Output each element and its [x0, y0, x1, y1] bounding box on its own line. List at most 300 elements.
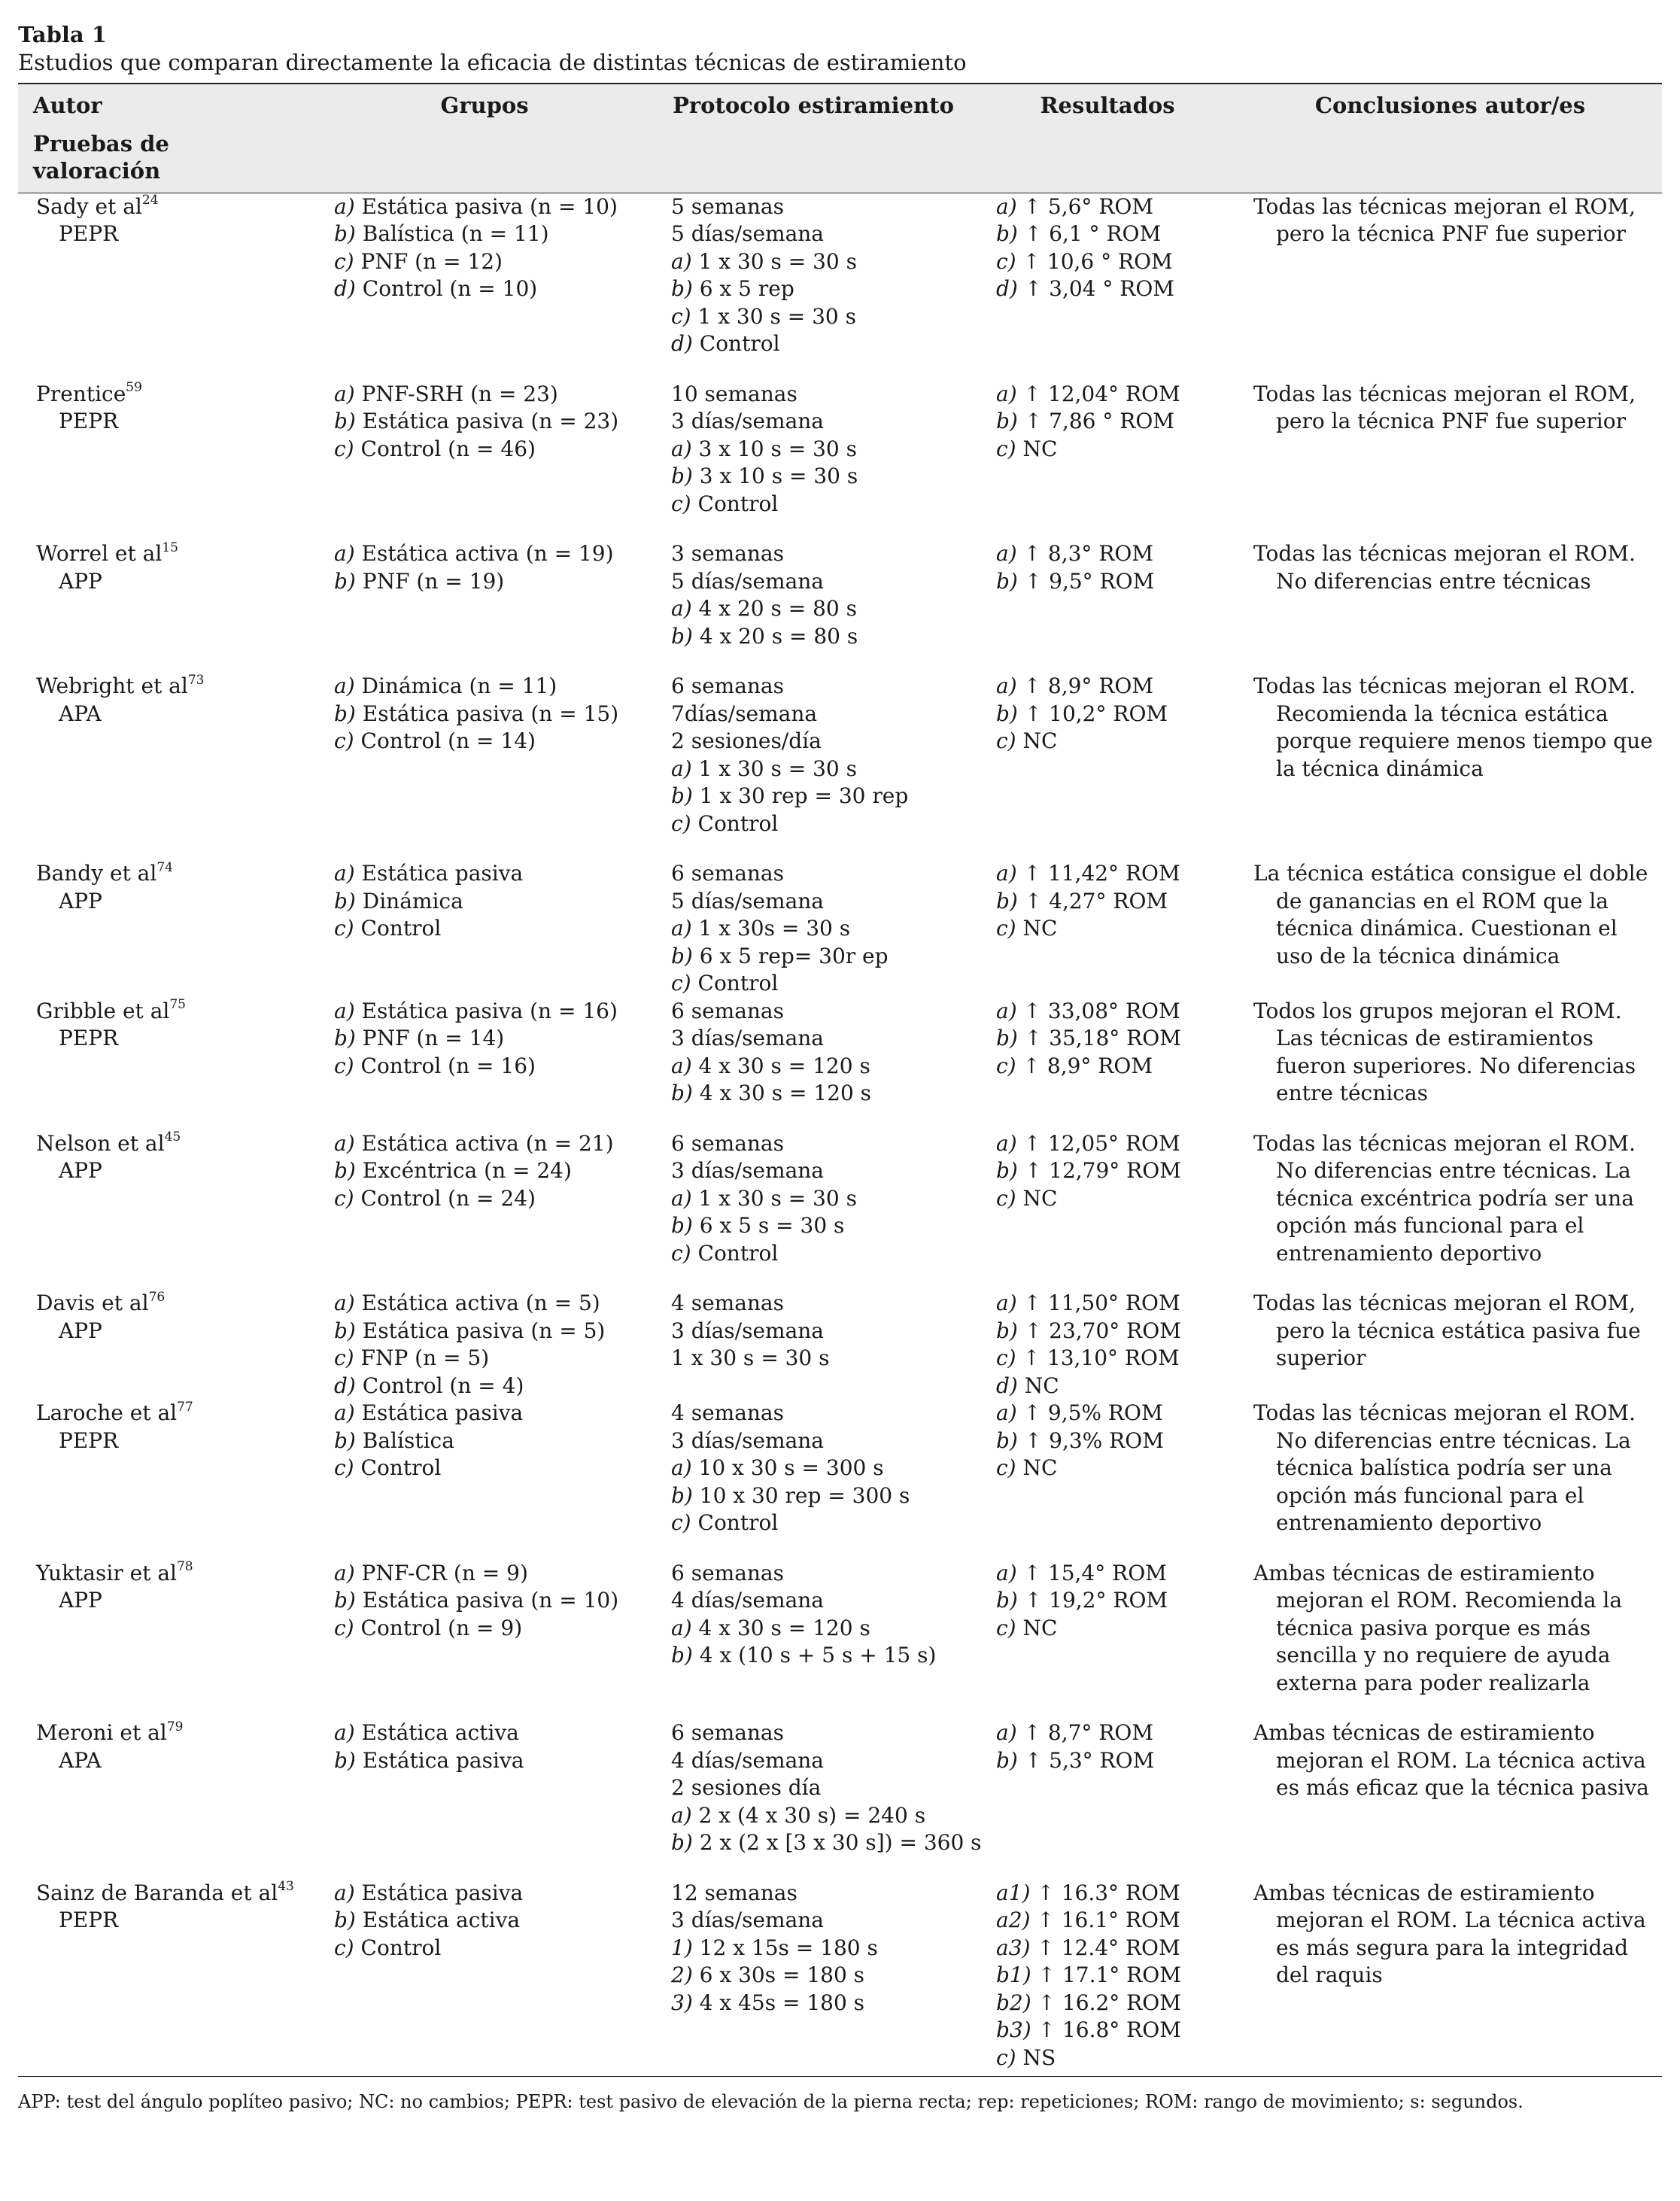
- item-text: 4 semanas: [671, 1291, 784, 1315]
- cell-grupos: [319, 860, 650, 998]
- item-text: FNP (n = 5): [360, 1345, 490, 1370]
- author-name: Laroche et al: [36, 1400, 178, 1425]
- test-abbreviation: APP: [59, 568, 102, 594]
- result-item: [996, 1907, 1238, 1935]
- item-marker: a): [996, 193, 1017, 219]
- group-item: [334, 998, 650, 1026]
- protocol-item: [671, 193, 977, 221]
- item-text: ↑ 12,79° ROM: [1024, 1158, 1181, 1183]
- item-marker: c): [334, 1615, 354, 1640]
- group-item: [334, 220, 650, 248]
- group-item: [334, 888, 650, 916]
- item-text: 2 x (2 x [3 x 30 s]) = 360 s: [699, 1830, 982, 1855]
- item-marker: b): [334, 1318, 356, 1343]
- item-text: Control: [360, 1935, 442, 1960]
- reference-number: 73: [187, 672, 205, 688]
- reference-number: 59: [126, 380, 142, 396]
- item-text: PNF (n = 14): [362, 1026, 505, 1050]
- item-marker: b): [671, 623, 693, 649]
- item-marker: c): [671, 303, 691, 329]
- author-name: Gribble et al: [36, 998, 170, 1023]
- item-marker: a): [996, 1400, 1017, 1425]
- group-item: [334, 1130, 650, 1158]
- item-marker: c): [996, 1455, 1016, 1480]
- item-text: ↑ 9,3% ROM: [1024, 1427, 1164, 1453]
- group-item: [334, 1587, 650, 1615]
- item-text: NC: [1022, 1455, 1058, 1480]
- item-text: Estática pasiva: [361, 861, 524, 886]
- item-text: 5 días/semana: [671, 888, 824, 914]
- cell-protocolo: [650, 381, 977, 541]
- protocol-item: [671, 463, 977, 491]
- protocol-item: [671, 1509, 977, 1537]
- item-text: Dinámica (n = 11): [361, 673, 557, 698]
- item-marker: b): [334, 568, 356, 594]
- test-abbreviation: PEPR: [59, 1026, 119, 1050]
- item-text: 4 semanas: [671, 1400, 784, 1425]
- item-marker: a): [671, 248, 692, 274]
- item-marker: b): [996, 1158, 1018, 1183]
- group-item: [334, 673, 650, 701]
- protocol-item: [671, 943, 977, 971]
- group-item: [334, 275, 650, 303]
- item-text: Control: [699, 331, 780, 356]
- item-text: 4 x 20 s = 80 s: [698, 596, 857, 621]
- item-text: 4 x 30 s = 120 s: [698, 1615, 870, 1640]
- item-marker: b): [671, 1643, 693, 1667]
- item-text: ↑ 11,50° ROM: [1023, 1291, 1180, 1315]
- protocol-item: [671, 810, 977, 838]
- item-marker: b): [996, 568, 1018, 594]
- cell-grupos: [319, 381, 650, 541]
- test-abbreviation: PEPR: [59, 221, 119, 246]
- item-marker: b): [334, 221, 356, 246]
- group-item: [334, 1400, 650, 1427]
- cell-protocolo: [650, 540, 977, 673]
- item-marker: b): [996, 1588, 1018, 1613]
- item-text: Control (n = 10): [362, 276, 538, 301]
- item-text: Estática pasiva (n = 23): [362, 409, 619, 433]
- cell-grupos: [319, 1880, 650, 2077]
- item-marker: a): [334, 541, 355, 566]
- protocol-item: [671, 970, 977, 998]
- protocol-item: [671, 1802, 977, 1830]
- cell-autor: [18, 860, 319, 998]
- protocol-item: [671, 783, 977, 810]
- cell-resultados: [977, 540, 1238, 673]
- item-text: NC: [1022, 916, 1058, 941]
- cell-resultados: [977, 860, 1238, 998]
- item-text: 3 días/semana: [671, 1318, 824, 1343]
- protocol-item: [671, 1747, 977, 1775]
- item-marker: a): [671, 1615, 692, 1640]
- conclusion-text: La técnica estática consigue el doble de ganancias en el ROM que la técnica dinámica. Cuestionan el uso de la técnica dinámica: [1253, 861, 1648, 968]
- item-marker: c): [996, 1185, 1016, 1211]
- item-text: 1 x 30 s = 30 s: [697, 303, 856, 329]
- item-marker: a): [671, 1053, 692, 1078]
- item-marker: c): [334, 1345, 354, 1370]
- item-marker: b): [996, 1026, 1018, 1050]
- item-marker: b): [671, 1081, 693, 1105]
- author-name: Meroni et al: [36, 1720, 167, 1745]
- protocol-item: [671, 1587, 977, 1615]
- item-text: 2 x (4 x 30 s) = 240 s: [698, 1802, 926, 1828]
- item-marker: a): [996, 1291, 1017, 1315]
- item-text: 6 semanas: [671, 1130, 784, 1156]
- cell-conclusiones: [1238, 998, 1662, 1130]
- item-text: Control: [697, 1510, 779, 1535]
- item-text: 10 x 30 rep = 300 s: [699, 1482, 910, 1508]
- item-marker: b): [671, 464, 693, 488]
- table-row: [18, 193, 1662, 381]
- item-text: Estática pasiva (n = 16): [361, 998, 618, 1023]
- reference-number: 77: [177, 1399, 193, 1415]
- item-marker: b): [671, 276, 693, 301]
- group-item: [334, 436, 650, 464]
- item-marker: a): [996, 1720, 1017, 1745]
- cell-grupos: [319, 673, 650, 860]
- item-text: Dinámica: [362, 888, 463, 914]
- result-item: [996, 728, 1238, 755]
- protocol-item: [671, 275, 977, 303]
- reference-number: 76: [148, 1289, 166, 1305]
- item-marker: b): [996, 409, 1018, 433]
- cell-protocolo: [650, 1560, 977, 1720]
- item-text: 12 x 15s = 180 s: [699, 1935, 878, 1960]
- protocol-item: [671, 888, 977, 916]
- result-item: [996, 275, 1238, 303]
- item-marker: a): [671, 436, 692, 461]
- result-item: [996, 1427, 1238, 1455]
- item-text: ↑ 12,05° ROM: [1023, 1130, 1180, 1156]
- item-text: PNF-CR (n = 9): [361, 1560, 528, 1585]
- cell-grupos: [319, 998, 650, 1130]
- item-text: 5 días/semana: [671, 568, 824, 594]
- item-text: ↑ 12.4° ROM: [1037, 1935, 1180, 1960]
- result-item: [996, 220, 1238, 248]
- protocol-item: [671, 1880, 977, 1908]
- table-row: [18, 381, 1662, 541]
- cell-conclusiones: [1238, 860, 1662, 998]
- item-text: Estática pasiva (n = 10): [362, 1588, 619, 1613]
- item-text: ↑ 8,3° ROM: [1023, 541, 1154, 566]
- protocol-item: [671, 1907, 977, 1935]
- cell-protocolo: [650, 998, 977, 1130]
- item-text: ↑ 16.8° ROM: [1037, 2017, 1181, 2042]
- header-protocolo: Protocolo estiramiento: [650, 84, 977, 193]
- item-text: ↑ 13,10° ROM: [1022, 1345, 1180, 1370]
- protocol-item: [671, 595, 977, 623]
- item-marker: a): [671, 1185, 692, 1211]
- item-text: 6 semanas: [671, 998, 784, 1023]
- item-text: ↑ 8,9° ROM: [1022, 1053, 1153, 1078]
- item-text: 6 x 30s = 180 s: [699, 1962, 865, 1987]
- item-marker: a): [671, 755, 692, 781]
- reference-number: 43: [278, 1879, 294, 1895]
- item-marker: c): [671, 1240, 691, 1266]
- item-text: 6 semanas: [671, 1720, 784, 1745]
- cell-autor: [18, 1130, 319, 1291]
- conclusion-text: Todas las técnicas mejoran el ROM, pero la técnica estática pasiva fue superior: [1253, 1291, 1641, 1370]
- item-text: ↑ 7,86 ° ROM: [1024, 409, 1174, 433]
- item-text: NC: [1022, 1615, 1058, 1640]
- item-text: Control (n = 24): [360, 1185, 536, 1211]
- result-item: [996, 1345, 1238, 1373]
- item-text: 1 x 30 s = 30 s: [671, 1345, 830, 1370]
- group-item: [334, 1455, 650, 1482]
- item-text: 6 x 5 rep: [699, 276, 794, 301]
- cell-protocolo: [650, 1880, 977, 2077]
- item-text: ↑ 8,7° ROM: [1023, 1720, 1154, 1745]
- result-item: [996, 998, 1238, 1026]
- item-text: 1 x 30 s = 30 s: [698, 1185, 857, 1211]
- item-marker: a): [996, 381, 1017, 406]
- header-autor: Autor: [18, 84, 319, 123]
- result-item: [996, 1318, 1238, 1345]
- protocol-item: [671, 248, 977, 276]
- item-text: ↑ 16.3° ROM: [1037, 1880, 1180, 1905]
- result-item: [996, 1615, 1238, 1643]
- group-item: [334, 1747, 650, 1775]
- conclusion-text: Ambas técnicas de estiramiento mejoran el ROM. La técnica activa es más eficaz que la técnica pasiva: [1253, 1720, 1649, 1800]
- group-item: [334, 728, 650, 755]
- item-text: 1 x 30 s = 30 s: [698, 248, 857, 274]
- item-text: Estática activa (n = 21): [361, 1130, 614, 1156]
- cell-autor: [18, 998, 319, 1130]
- item-marker: b3): [996, 2017, 1031, 2042]
- item-text: Control (n = 46): [360, 436, 536, 461]
- item-text: 3 x 10 s = 30 s: [699, 464, 858, 488]
- result-item: [996, 1962, 1238, 1990]
- item-marker: c): [671, 491, 691, 516]
- cell-resultados: [977, 1130, 1238, 1291]
- group-item: [334, 1935, 650, 1962]
- item-text: Estática activa (n = 5): [361, 1291, 600, 1315]
- item-text: 3 días/semana: [671, 1908, 824, 1932]
- item-text: ↑ 5,6° ROM: [1023, 193, 1154, 219]
- item-marker: d): [334, 276, 356, 301]
- result-item: [996, 701, 1238, 728]
- item-text: NS: [1022, 2044, 1056, 2070]
- item-marker: a): [671, 916, 692, 941]
- item-text: Control: [697, 491, 779, 516]
- item-text: 5 semanas: [671, 193, 784, 219]
- group-item: [334, 248, 650, 276]
- result-item: [996, 1400, 1238, 1427]
- item-text: Control (n = 9): [360, 1615, 523, 1640]
- item-marker: a): [334, 1720, 355, 1745]
- author-name: Worrel et al: [36, 541, 163, 566]
- table-footnote: APP: test del ángulo poplíteo pasivo; NC: no cambios; PEPR: test pasivo de elevación de la pierna recta; rep: repeticiones; ROM: rango de movimiento; s: segundos.: [18, 2091, 1524, 2112]
- table-row: [18, 860, 1662, 998]
- reference-number: 45: [164, 1129, 181, 1145]
- cell-autor: [18, 1880, 319, 2077]
- header-resultados: Resultados: [977, 84, 1238, 193]
- item-marker: a): [334, 1400, 355, 1425]
- item-text: Estática pasiva: [361, 1400, 524, 1425]
- header-grupos: Grupos: [319, 84, 650, 193]
- result-item: [996, 673, 1238, 701]
- item-marker: a2): [996, 1908, 1031, 1932]
- protocol-item: [671, 1990, 977, 2017]
- conclusion-text: Todos los grupos mejoran el ROM. Las técnicas de estiramientos fueron superiores. No diferencias entre técnicas: [1253, 998, 1636, 1105]
- item-marker: b): [334, 1908, 356, 1932]
- table-title: Estudios que comparan directamente la eficacia de distintas técnicas de estiramiento: [18, 50, 967, 75]
- cell-autor: [18, 381, 319, 541]
- result-item: [996, 1719, 1238, 1747]
- author-name: Prentice: [36, 381, 126, 406]
- item-text: Control: [360, 916, 442, 941]
- item-marker: a): [671, 1802, 692, 1828]
- table-row: [18, 1400, 1662, 1560]
- item-marker: d): [334, 1373, 356, 1398]
- author-name: Sady et al: [36, 193, 142, 219]
- author-name: Yuktasir et al: [36, 1560, 177, 1585]
- result-item: [996, 381, 1238, 409]
- cell-resultados: [977, 1560, 1238, 1720]
- item-marker: a3): [996, 1935, 1031, 1960]
- protocol-item: [671, 540, 977, 568]
- result-item: [996, 2017, 1238, 2044]
- cell-resultados: [977, 673, 1238, 860]
- item-text: 4 días/semana: [671, 1747, 824, 1773]
- item-text: Estática pasiva: [362, 1747, 524, 1773]
- result-item: [996, 408, 1238, 436]
- item-marker: c): [334, 1053, 354, 1078]
- cell-protocolo: [650, 1719, 982, 1880]
- item-marker: d): [996, 276, 1018, 301]
- item-text: 4 días/semana: [671, 1588, 824, 1613]
- item-text: Estática activa: [362, 1908, 521, 1932]
- item-marker: c): [334, 1935, 354, 1960]
- item-text: 6 x 5 s = 30 s: [699, 1213, 845, 1238]
- item-marker: a): [671, 596, 692, 621]
- item-marker: b): [334, 888, 356, 914]
- item-text: 6 semanas: [671, 861, 784, 886]
- conclusion-text: Ambas técnicas de estiramiento mejoran el ROM. La técnica activa es más segura para la integridad del raquis: [1253, 1880, 1646, 1987]
- item-text: PNF (n = 12): [360, 248, 503, 274]
- item-marker: c): [996, 728, 1016, 753]
- item-text: Control: [697, 810, 779, 836]
- item-marker: c): [996, 436, 1016, 461]
- item-text: Control (n = 16): [360, 1053, 536, 1078]
- cell-resultados: [977, 1400, 1238, 1560]
- result-item: [996, 915, 1238, 943]
- conclusion-text: Todas las técnicas mejoran el ROM. No diferencias entre técnicas. La técnica excéntrica podría ser una opción más funcional para el entrenamiento deportivo: [1253, 1130, 1636, 1266]
- author-name: Webright et al: [36, 673, 188, 698]
- item-marker: a): [334, 193, 355, 219]
- table-body: [18, 193, 1662, 2077]
- cell-resultados: [977, 381, 1238, 541]
- item-text: 3 días/semana: [671, 1158, 824, 1183]
- test-abbreviation: PEPR: [59, 1908, 119, 1932]
- item-text: 4 x 45s = 180 s: [699, 1990, 865, 2015]
- result-item: [996, 1990, 1238, 2017]
- group-item: [334, 1719, 650, 1747]
- item-marker: b): [671, 943, 693, 968]
- item-text: ↑ 17.1° ROM: [1037, 1962, 1181, 1987]
- group-item: [334, 860, 650, 888]
- item-text: 3 días/semana: [671, 1026, 824, 1050]
- table-label: Tabla 1: [18, 22, 107, 47]
- item-text: 3 x 10 s = 30 s: [698, 436, 857, 461]
- cell-autor: [18, 1400, 319, 1560]
- protocol-item: [671, 1290, 977, 1318]
- reference-number: 75: [169, 997, 186, 1013]
- item-text: ↑ 9,5% ROM: [1023, 1400, 1163, 1425]
- protocol-item: [671, 568, 977, 596]
- item-text: Control: [697, 971, 779, 996]
- item-marker: c): [334, 916, 354, 941]
- item-text: Control: [697, 1240, 779, 1266]
- table-row: [18, 540, 1662, 673]
- table-row: [18, 1290, 1662, 1400]
- item-marker: d): [996, 1373, 1018, 1398]
- result-item: [996, 1587, 1238, 1615]
- result-item: [996, 436, 1238, 464]
- reference-number: 79: [166, 1719, 184, 1734]
- item-marker: b): [996, 888, 1018, 914]
- result-item: [996, 248, 1238, 276]
- group-item: [334, 540, 650, 568]
- group-item: [334, 193, 650, 221]
- test-abbreviation: PEPR: [59, 409, 119, 433]
- group-item: [334, 1290, 650, 1318]
- conclusion-text: Todas las técnicas mejoran el ROM, pero la técnica PNF fue superior: [1253, 193, 1636, 246]
- protocol-item: [671, 1025, 977, 1053]
- author-name: Nelson et al: [36, 1130, 165, 1156]
- cell-resultados: [977, 1290, 1238, 1400]
- item-text: ↑ 19,2° ROM: [1024, 1588, 1168, 1613]
- test-abbreviation: APA: [59, 701, 102, 726]
- result-item: [996, 860, 1238, 888]
- protocol-item: [671, 1240, 977, 1268]
- item-marker: a): [996, 998, 1017, 1023]
- protocol-item: [671, 1318, 977, 1345]
- item-marker: c): [671, 971, 691, 996]
- item-text: 6 x 5 rep= 30r ep: [699, 943, 889, 968]
- cell-conclusiones: [1238, 1400, 1662, 1560]
- result-item: [996, 888, 1238, 916]
- protocol-item: [671, 1212, 977, 1240]
- table-row: [18, 1880, 1662, 2077]
- item-text: 3 semanas: [671, 541, 784, 566]
- item-text: 6 semanas: [671, 673, 784, 698]
- protocol-item: [671, 860, 977, 888]
- protocol-item: [671, 998, 977, 1026]
- item-text: 2 sesiones día: [671, 1775, 822, 1800]
- item-text: NC: [1022, 436, 1058, 461]
- item-marker: b): [996, 1318, 1018, 1343]
- protocol-item: [671, 1482, 977, 1510]
- test-abbreviation: APP: [59, 1158, 102, 1183]
- item-marker: a): [996, 1130, 1017, 1156]
- result-item: [996, 1053, 1238, 1081]
- item-marker: a): [334, 1130, 355, 1156]
- item-marker: b): [334, 701, 356, 726]
- protocol-item: [671, 436, 977, 464]
- conclusion-text: Todas las técnicas mejoran el ROM. No diferencias entre técnicas: [1253, 541, 1636, 594]
- protocol-item: [671, 1080, 977, 1108]
- cell-autor: [18, 193, 319, 381]
- cell-autor: [18, 1290, 319, 1400]
- item-marker: b2): [996, 1990, 1031, 2015]
- item-text: ↑ 11,42° ROM: [1023, 861, 1180, 886]
- studies-table: [18, 83, 1662, 2077]
- protocol-item: [671, 1400, 977, 1427]
- item-marker: a): [334, 998, 355, 1023]
- item-text: Control: [360, 1455, 442, 1480]
